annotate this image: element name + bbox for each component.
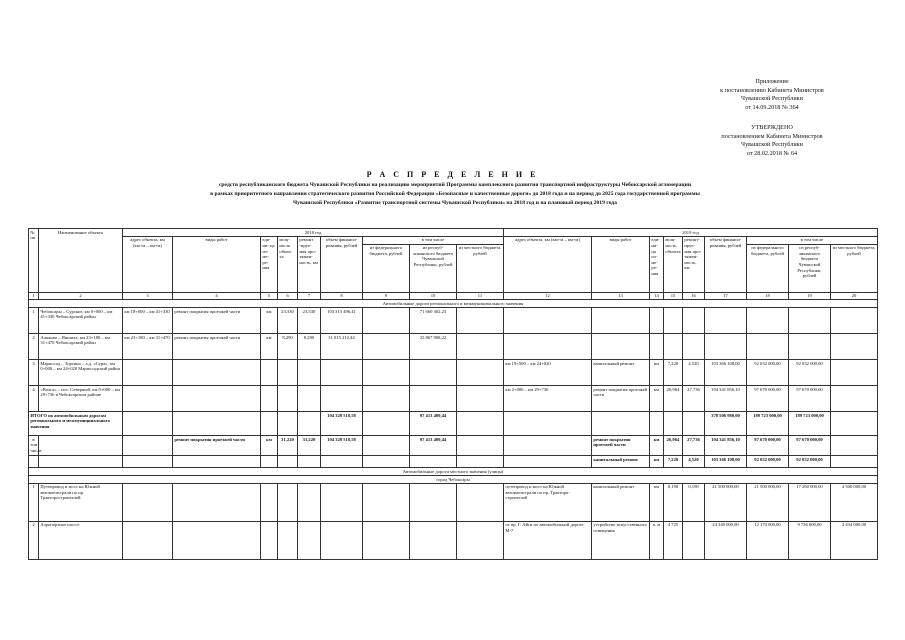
- table-cell: устройство искусственного освещения: [592, 521, 650, 559]
- table-cell: [298, 456, 321, 468]
- header-cell: в том числе: [363, 236, 504, 244]
- table-cell: [504, 436, 592, 456]
- table-cell: 8,290: [278, 334, 298, 360]
- table-cell: путепровод и мост на Южной автомагистрали по пр. Тракторо- строителей: [504, 483, 592, 521]
- table-cell: 3: [29, 360, 39, 386]
- header-cell: адрес объекта, км (км+м – км+м): [123, 236, 173, 292]
- table-cell: [831, 386, 878, 412]
- table-cell: [173, 386, 261, 412]
- table-cell: [278, 483, 298, 521]
- table-cell: 4,520: [683, 456, 705, 468]
- table-cell: 1: [29, 292, 39, 300]
- table-cell: 4,520: [683, 360, 705, 386]
- table-cell: Путепровод и мост на Южной автомагистрали по пр. Тракторостроителей: [39, 483, 123, 521]
- appendix-line: от 14.09.2018 № 364: [745, 103, 799, 111]
- table-cell: 4 725: [664, 521, 683, 559]
- table-cell: 189 723 000,00: [789, 412, 831, 436]
- table-cell: 97 670 000,00: [789, 386, 831, 412]
- table-cell: 24 340 000,00: [705, 521, 747, 559]
- table-cell: км: [650, 360, 664, 386]
- approved-line: УТВЕРЖДЕНО: [751, 124, 793, 131]
- table-cell: [683, 412, 705, 436]
- table-cell: [123, 412, 173, 436]
- table-cell: 26,964: [664, 386, 683, 412]
- section-row: [29, 468, 878, 476]
- table-cell: [321, 521, 363, 559]
- table-cell: [683, 308, 705, 334]
- table-cell: 25 867 908,22: [410, 334, 457, 360]
- header-cell: ремонт -ируе- мая про- тяжен- ность, км: [298, 236, 321, 292]
- section-title: Автомобильные дороги местного значения (улицы): [29, 468, 878, 476]
- table-cell: [504, 412, 592, 436]
- total-row: [29, 412, 878, 436]
- table-cell: Чебоксары – Сурское, км 0+000 – км 41+330 Чебоксарский район: [39, 308, 123, 334]
- table-cell: [457, 360, 504, 386]
- table-cell: [592, 412, 650, 436]
- table-cell: [504, 456, 592, 468]
- table-cell: [363, 334, 410, 360]
- table-cell: 12: [504, 292, 592, 300]
- subtitle-line: Чувашской Республики «Развитие транспортной системы Чувашской Республики» на 2018 год и на плановый период 2019 года: [293, 199, 617, 206]
- table-cell: [298, 483, 321, 521]
- table-cell: [410, 360, 457, 386]
- approved-line: Чувашской Республики: [741, 141, 803, 149]
- table-cell: [664, 308, 683, 334]
- table-cell: ремонт покрытия проезжей части: [592, 436, 650, 456]
- table-cell: [123, 386, 173, 412]
- table-cell: 2: [29, 521, 39, 559]
- table-cell: 103 366 108,00: [705, 456, 747, 468]
- header-row-2: [29, 236, 878, 244]
- table-cell: [298, 412, 321, 436]
- table-cell: 21 500 000,00: [747, 483, 789, 521]
- table-cell: [789, 308, 831, 334]
- table-cell: 92 032 000,00: [789, 456, 831, 468]
- table-cell: км 18+000 – км 41+330: [123, 308, 173, 334]
- header-cell: ремонт- ируе- мая про- тяжен- ность, км: [683, 236, 705, 292]
- table-cell: 97 413 409,44: [410, 436, 457, 456]
- table-cell: [278, 412, 298, 436]
- table-cell: 26,964: [664, 436, 683, 456]
- table-cell: 7: [298, 292, 321, 300]
- header-cell: 2019 год: [504, 229, 878, 237]
- table-cell: 10: [410, 292, 457, 300]
- table-cell: [831, 412, 878, 436]
- table-cell: [363, 521, 410, 559]
- table-row: [29, 521, 878, 559]
- header-cell: виды работ: [592, 236, 650, 292]
- column-number-row: [29, 292, 878, 300]
- table-cell: 4: [29, 386, 39, 412]
- section-row: [29, 300, 878, 308]
- header-cell: мощ- ность объек- та: [278, 236, 298, 292]
- table-cell: [173, 456, 261, 468]
- table-cell: [363, 386, 410, 412]
- table-cell: ИТОГО по автомобильным дорогам регионального и межмуниципального значения: [29, 412, 123, 436]
- including-row: [29, 456, 878, 468]
- table-cell: [298, 386, 321, 412]
- table-cell: капитальный ремонт: [592, 456, 650, 468]
- table-cell: [321, 386, 363, 412]
- appendix-line: к постановлению Кабинета Министров: [720, 86, 824, 94]
- table-cell: 31,220: [278, 436, 298, 456]
- table-cell: км: [261, 308, 278, 334]
- table-cell: ремонт покрытия проезжей части: [173, 436, 261, 456]
- document-title: Р А С П Р Е Д Е Л Е Н И Е: [366, 170, 539, 179]
- table-cell: 27,736: [683, 386, 705, 412]
- header-cell: еди- ни- ца из- ме- ре- ния: [650, 236, 664, 292]
- table-cell: [298, 521, 321, 559]
- table-cell: 23,330: [298, 308, 321, 334]
- table-cell: 2 434 000,00: [831, 521, 878, 559]
- table-cell: 92 032 000,00: [789, 360, 831, 386]
- table-cell: км 2+000 – км 29+736: [504, 386, 592, 412]
- table-cell: [410, 386, 457, 412]
- table-cell: 41 500 000,00: [705, 483, 747, 521]
- table-cell: 19: [789, 292, 831, 300]
- table-cell: Аликово – Яншиха, км 23+180 – км 31+470 Чебоксарский район: [39, 334, 123, 360]
- table-cell: км: [650, 483, 664, 521]
- table-cell: 0,190: [683, 483, 705, 521]
- table-cell: 20: [831, 292, 878, 300]
- table-cell: [39, 456, 123, 468]
- table-cell: ремонт покрытия проезжей части: [592, 386, 650, 412]
- table-cell: 7,220: [664, 456, 683, 468]
- table-cell: [363, 436, 410, 456]
- table-cell: км: [650, 436, 664, 456]
- table-cell: 194 341 856,10: [705, 386, 747, 412]
- header-row-1: [29, 229, 878, 237]
- table-cell: 194 328 518,58: [321, 436, 363, 456]
- table-cell: 31 015 212,44: [321, 334, 363, 360]
- table-cell: 103 366 108,00: [705, 360, 747, 386]
- table-cell: [321, 360, 363, 386]
- table-cell: [457, 412, 504, 436]
- distribution-table: [28, 228, 878, 560]
- table-cell: 97 670 000,00: [747, 436, 789, 456]
- header-cell: из федерального бюджета, рублей: [747, 244, 789, 292]
- city-title: город Чебоксары: [29, 475, 878, 483]
- table-cell: 11: [457, 292, 504, 300]
- table-cell: 3: [123, 292, 173, 300]
- table-cell: [664, 334, 683, 360]
- table-cell: капитальный ремонт: [592, 360, 650, 386]
- table-cell: [831, 308, 878, 334]
- table-cell: Аэропортное шоссе: [39, 521, 123, 559]
- table-cell: 31,220: [298, 436, 321, 456]
- table-cell: 9 736 000,00: [789, 521, 831, 559]
- subtitle-line: средств республиканского бюджета Чувашской Республики на реализацию мероприятий Программы комплексного развития транспортной инфраструктуры Чебоксарской агломерации: [218, 182, 692, 188]
- table-cell: [278, 360, 298, 386]
- table-cell: [650, 412, 664, 436]
- table-cell: [457, 334, 504, 360]
- table-cell: 92 032 000,00: [747, 360, 789, 386]
- header-cell: виды работ: [173, 236, 261, 292]
- approved-line: постановлением Кабинета Министров: [721, 132, 823, 140]
- table-cell: 0,190: [664, 483, 683, 521]
- table-row: [29, 483, 878, 521]
- table-cell: [457, 483, 504, 521]
- header-cell: из респуб- ликанского бюджета Чувашской Республики, рублей: [410, 244, 457, 292]
- table-cell: [683, 521, 705, 559]
- including-row: [29, 436, 878, 456]
- header-cell: из местного бюджета, рублей: [457, 244, 504, 292]
- city-row: [29, 475, 878, 483]
- table-row: [29, 308, 878, 334]
- table-cell: Марпосад – Торгино – а.д. «Сура», км 0+000 – км 24+020 Марпосадский район: [39, 360, 123, 386]
- table-cell: [29, 456, 39, 468]
- header-cell: из федерального бюджета, рублей: [363, 244, 410, 292]
- table-cell: км 19+500 – км 24+020: [504, 360, 592, 386]
- table-cell: км: [261, 436, 278, 456]
- table-cell: 92 032 000,00: [747, 456, 789, 468]
- table-cell: [789, 334, 831, 360]
- table-cell: [173, 360, 261, 386]
- table-cell: 12 170 000,00: [747, 521, 789, 559]
- table-cell: [683, 334, 705, 360]
- local-roads-body: [29, 483, 878, 559]
- table-cell: [363, 360, 410, 386]
- table-cell: 194 328 518,58: [321, 412, 363, 436]
- table-cell: [278, 521, 298, 559]
- table-cell: ремонт покрытия проезжей части: [173, 334, 261, 360]
- header-cell: из респуб- ликанского бюджета Чувашской Республики, рублей: [789, 244, 831, 292]
- table-cell: [123, 483, 173, 521]
- table-cell: 17 260 000,00: [789, 483, 831, 521]
- table-cell: км: [261, 334, 278, 360]
- appendix-line: Приложение: [755, 78, 789, 85]
- table-cell: [39, 436, 123, 456]
- header-cell: № пп: [29, 229, 39, 293]
- table-cell: [363, 412, 410, 436]
- table-cell: п. м: [650, 521, 664, 559]
- table-cell: [261, 360, 278, 386]
- table-cell: от пр. Г. Айги по автомобильной дороге М-7: [504, 521, 592, 559]
- table-cell: 15: [664, 292, 683, 300]
- table-cell: 97 670 000,00: [789, 436, 831, 456]
- table-cell: 17: [705, 292, 747, 300]
- table-cell: [457, 386, 504, 412]
- table-cell: 1: [29, 308, 39, 334]
- document-subtitle: [60, 181, 850, 207]
- table-cell: ремонт покрытия проезжей части: [173, 308, 261, 334]
- table-cell: 194 341 856,10: [705, 436, 747, 456]
- table-cell: 2: [39, 292, 123, 300]
- table-cell: [173, 483, 261, 521]
- table-cell: [705, 334, 747, 360]
- table-cell: 16: [683, 292, 705, 300]
- table-cell: [831, 360, 878, 386]
- table-cell: [173, 521, 261, 559]
- table-cell: 97 413 409,44: [410, 412, 457, 436]
- table-cell: [123, 521, 173, 559]
- table-row: [29, 360, 878, 386]
- table-cell: [363, 456, 410, 468]
- appendix-block: [697, 78, 847, 112]
- table-cell: [261, 521, 278, 559]
- table-cell: 13: [592, 292, 650, 300]
- table-cell: [261, 483, 278, 521]
- header-cell: адрес объекта, км (км+м – км+м): [504, 236, 592, 292]
- table-cell: «Волга» – пос. Северный, км 0+000 – км 29+736 в Чебоксарском районе: [39, 386, 123, 412]
- header-cell: 2018 год: [123, 229, 504, 237]
- table-cell: [592, 334, 650, 360]
- table-cell: [278, 386, 298, 412]
- table-cell: 6: [278, 292, 298, 300]
- table-cell: 189 723 000,00: [747, 412, 789, 436]
- table-cell: [410, 521, 457, 559]
- table-cell: [261, 412, 278, 436]
- header-cell: Наименование объекта: [39, 229, 123, 293]
- header-cell: объем финанси- рования, рублей: [705, 236, 747, 292]
- table-cell: 378 506 980,00: [705, 412, 747, 436]
- table-cell: км: [650, 456, 664, 468]
- table-cell: км: [650, 386, 664, 412]
- table-cell: 8: [321, 292, 363, 300]
- table-cell: [705, 308, 747, 334]
- table-cell: [747, 308, 789, 334]
- table-cell: 71 660 302,23: [410, 308, 457, 334]
- table-cell: капитальный ремонт: [592, 483, 650, 521]
- regional-roads-body: [29, 308, 878, 412]
- table-cell: [457, 436, 504, 456]
- table-cell: [457, 308, 504, 334]
- table-cell: [457, 456, 504, 468]
- table-cell: 103 313 496,41: [321, 308, 363, 334]
- table-row: [29, 386, 878, 412]
- approved-line: от 28.02.2018 № 64: [746, 149, 798, 157]
- table-cell: [504, 334, 592, 360]
- table-cell: 14: [650, 292, 664, 300]
- table-cell: [831, 456, 878, 468]
- table-cell: 1: [29, 483, 39, 521]
- table-cell: [123, 360, 173, 386]
- table-cell: [123, 456, 173, 468]
- table-cell: [747, 334, 789, 360]
- approved-block: [697, 124, 847, 158]
- header-cell: из местного бюджета, рублей: [831, 244, 878, 292]
- header-cell: мощ- ность объекта: [664, 236, 683, 292]
- section-title: Автомобильные дороги регионального и межмуниципального значения: [29, 300, 878, 308]
- table-cell: [504, 308, 592, 334]
- table-cell: [457, 521, 504, 559]
- table-cell: [410, 456, 457, 468]
- table-cell: км 23+180 – км 31+470: [123, 334, 173, 360]
- table-cell: 4: [173, 292, 261, 300]
- table-cell: 18: [747, 292, 789, 300]
- table-cell: [363, 308, 410, 334]
- table-cell: [650, 308, 664, 334]
- table-cell: [278, 456, 298, 468]
- table-cell: [650, 334, 664, 360]
- table-cell: 8,290: [298, 334, 321, 360]
- table-cell: [321, 456, 363, 468]
- header-cell: в том числе: [747, 236, 878, 244]
- table-cell: 9: [363, 292, 410, 300]
- table-cell: [592, 308, 650, 334]
- table-cell: 2: [29, 334, 39, 360]
- table-cell: 4 500 000,00: [831, 483, 878, 521]
- table-cell: [664, 412, 683, 436]
- table-cell: [123, 436, 173, 456]
- header-cell: еди- ни- ца из- ме- ре- ния: [261, 236, 278, 292]
- subtitle-line: в рамках приоритетного направления стратегического развития Российской Федерации «Безопасные и качественные дороги» до 2018 года и на период до 2025 года государственной программы: [210, 190, 700, 197]
- table-cell: [831, 334, 878, 360]
- table-cell: [363, 483, 410, 521]
- header-cell: объем финанси- рования, рублей: [321, 236, 363, 292]
- table-cell: 5: [261, 292, 278, 300]
- table-cell: в том числе: [29, 436, 39, 456]
- table-cell: 23,330: [278, 308, 298, 334]
- table-cell: [410, 483, 457, 521]
- table-cell: [173, 412, 261, 436]
- table-cell: [321, 483, 363, 521]
- table-row: [29, 334, 878, 360]
- appendix-line: Чувашской Республики: [741, 95, 803, 103]
- table-cell: 27,736: [683, 436, 705, 456]
- table-cell: [831, 436, 878, 456]
- table-cell: 7,220: [664, 360, 683, 386]
- table-cell: 97 670 000,00: [747, 386, 789, 412]
- table-cell: [261, 456, 278, 468]
- table-cell: [298, 360, 321, 386]
- table-cell: [261, 386, 278, 412]
